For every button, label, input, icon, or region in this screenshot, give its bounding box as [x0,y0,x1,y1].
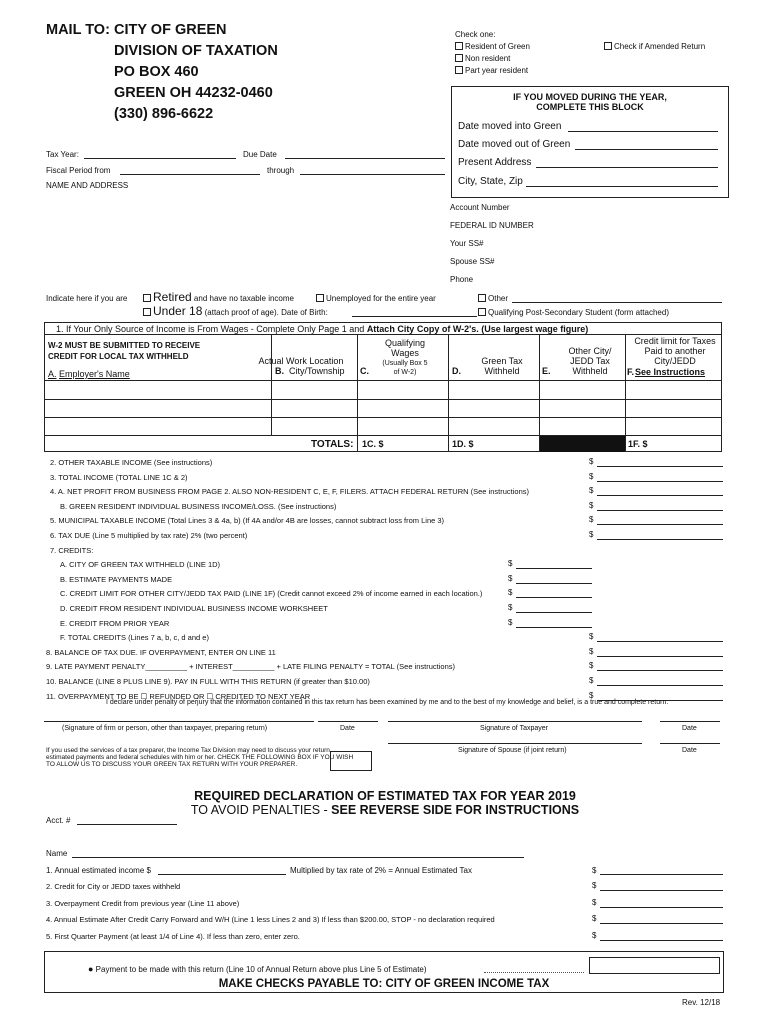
payment-line: ● Payment to be made with this return (Line 10 of Annual Return above plus Line 5 of Estimate) [88,964,427,974]
line-b-2-text: 9. LATE PAYMENT PENALTY__________ + INTEREST__________ + LATE FILING PENALTY = TOTAL (See instructions) [46,662,456,672]
mail-to-line-2: DIVISION OF TAXATION [114,43,278,59]
estimate-row-0-text: 2. Credit for City or JEDD taxes withheld [46,882,181,891]
col-b-letter: B. [275,366,284,376]
checkbox-icon[interactable] [455,66,463,74]
line-0-dollar: $ [589,457,594,466]
checkbox-icon[interactable] [478,294,486,302]
line-b-4-dollar: $ [589,690,594,700]
part-year-option[interactable]: Part year resident [455,66,528,75]
col-c-header-1: Qualifying [384,338,426,348]
date-moved-into-label: Date moved into Green [458,121,562,132]
fiscal-period-from-field[interactable] [120,174,260,175]
line-b-0-text: F. TOTAL CREDITS (Lines 7 a, b, c, d and e) [60,633,209,643]
annual-income-field[interactable] [158,874,286,875]
line-b-3-field[interactable] [597,685,723,686]
federal-id-label: FEDERAL ID NUMBER [450,221,534,230]
line-b-2-dollar: $ [589,661,594,671]
line-1-field[interactable] [597,481,723,482]
estimate-row-0-dollar: $ [592,881,597,890]
col-c-letter: C. [360,366,369,376]
name-field[interactable] [72,857,524,858]
checkbox-icon[interactable] [143,294,151,302]
col-d-header-1: Green Tax [481,356,523,366]
line-5-dollar: $ [589,530,594,539]
estimate-row-2-field[interactable] [600,923,723,924]
credit-0-text: A. CITY OF GREEN TAX WITHHELD (LINE 1D) [60,560,221,570]
col-d-header-2: Withheld [484,366,520,376]
col-f-letter: F. [627,367,635,377]
preparer-signature-line[interactable] [44,721,314,722]
line-1-text: 3. TOTAL INCOME (TOTAL LINE 1C & 2) [50,472,188,482]
estimate-row-1-field[interactable] [600,907,723,908]
line-b-4-text: 11. OVERPAYMENT TO BE ☐ REFUNDED OR ☐ CREDITED TO NEXT YEAR [46,691,311,701]
col-c-header-2: Wages [391,348,419,358]
indicate-label: Indicate here if you are [46,294,128,303]
mail-to-label: MAIL TO: [46,22,110,38]
estimate-row-2-text: 4. Annual Estimate After Credit Carry Forward and W/H (Line 1 less Lines 2 and 3) If less than $200.00, STOP - no declaration required [46,915,495,924]
line-b-0-dollar: $ [589,632,594,642]
total-1f[interactable]: 1F. $ [628,439,648,449]
phone-label: Phone [450,275,474,284]
line-b-2-field[interactable] [597,670,723,671]
tax-year-label: Tax Year: [46,150,79,159]
credit-2-dollar: $ [508,588,513,598]
checkbox-icon[interactable] [478,308,486,316]
col-e-header-2: JEDD Tax [570,356,610,366]
line-2-field[interactable] [597,495,723,496]
line-2-text: 4. A. NET PROFIT FROM BUSINESS FROM PAGE 2. ALSO NON-RESIDENT C, E, F, FILERS. ATTACH FEDERAL RETURN (See instructions) [50,487,529,497]
col-f-header-1: Credit limit for Taxes [634,336,716,346]
resident-option[interactable]: Resident of Green [455,42,530,51]
credit-4-field[interactable] [516,627,592,628]
taxpayer-date-line[interactable] [660,721,720,722]
city-state-zip-field[interactable] [526,186,718,187]
declaration-text: I declare under penalty of perjury that the information contained in this tax return has been examined by me and to the best of my knowledge and belief, is a true and complete return. [106,699,669,706]
preparer-date-line[interactable] [318,721,378,722]
col-c-header-3: (Usually Box 5 [382,360,428,367]
date-moved-into-field[interactable] [568,131,718,132]
spouse-ssn-label: Spouse SS# [450,257,495,266]
date-of-birth-field[interactable] [352,316,477,317]
credit-1-dollar: $ [508,573,513,583]
line-b-0-field[interactable] [597,641,723,642]
line-2-dollar: $ [589,486,594,496]
spouse-date-label: Date [682,747,697,754]
amended-return-option[interactable]: Check if Amended Return [604,42,705,51]
mail-to-line-5: (330) 896-6622 [114,106,214,122]
checkbox-icon[interactable] [455,54,463,62]
city-state-zip-label: City, State, Zip [458,176,523,187]
credit-0-field[interactable] [516,568,592,569]
taxpayer-date-label: Date [682,725,697,732]
other-field[interactable] [512,302,722,303]
col-b-header-2: City/Township [289,366,345,376]
line-3-dollar: $ [589,500,594,510]
credit-4-text: E. CREDIT FROM PRIOR YEAR [60,618,170,628]
col-divider [271,334,272,436]
due-date-label: Due Date [243,150,277,159]
mail-to-line-4: GREEN OH 44232-0460 [114,85,273,101]
allow-preparer-checkbox[interactable] [330,751,372,771]
line-3-text: B. GREEN RESIDENT INDIVIDUAL BUSINESS INCOME/LOSS. (See instructions) [60,501,337,511]
total-1c[interactable]: 1C. $ [362,439,384,449]
estimate-line-1-dollar: $ [592,866,597,875]
table-row[interactable] [44,399,722,400]
your-ssn-label: Your SS# [450,239,484,248]
preparer-note-2: estimated payments and federal schedules with him or her. CHECK THE FOLLOWING BOX IF YOU WISH [46,754,354,761]
line-1-instruction: 1. If Your Only Source of Income is From Wages - Complete Only Page 1 and Attach City Copy of W-2's. (Use largest wage figure) [56,324,589,334]
mail-to-line-1: CITY OF GREEN [114,22,227,38]
credit-3-text: D. CREDIT FROM RESIDENT INDIVIDUAL BUSINESS INCOME WORKSHEET [60,604,328,613]
line-1-dollar: $ [589,471,594,481]
payment-amount-field[interactable] [589,957,720,974]
checkbox-icon[interactable] [316,294,324,302]
annual-estimated-tax-field[interactable] [600,874,723,875]
retired-option[interactable]: Retired and have no taxable income [143,290,294,304]
credit-1-field[interactable] [516,583,592,584]
moved-title-1: IF YOU MOVED DURING THE YEAR, [513,92,667,102]
estimate-row-0-field[interactable] [600,890,723,891]
table-row[interactable] [44,380,722,381]
line-b-1-field[interactable] [597,656,723,657]
acct-field[interactable] [77,824,177,825]
checks-payable: MAKE CHECKS PAYABLE TO: CITY OF GREEN INCOME TAX [218,978,550,990]
checkbox-icon[interactable] [455,42,463,50]
line-b-1-dollar: $ [589,646,594,656]
spouse-date-line[interactable] [660,743,720,744]
date-moved-out-field[interactable] [575,149,718,150]
estimate-row-1-text: 3. Overpayment Credit from previous year (Line 11 above) [46,898,240,908]
estimate-row-3-field[interactable] [600,940,723,941]
estimate-row-3-text: 5. First Quarter Payment (at least 1/4 of Line 4). If less than zero, enter zero. [46,931,300,941]
checkbox-icon[interactable] [143,308,151,316]
spouse-signature-label: Signature of Spouse (if joint return) [458,747,567,754]
taxpayer-signature-line[interactable] [388,721,642,722]
line-4-text: 5. MUNICIPAL TAXABLE INCOME (Total Lines 3 & 4a, b) (If 4A and/or 4B are losses, cannot subtract loss from Line 3) [50,516,445,526]
check-one-label: Check one: [455,30,496,39]
line-b-3-text: 10. BALANCE (LINE 8 PLUS LINE 9). PAY IN FULL WITH THIS RETURN (if greater than $10.00) [46,677,370,686]
line-6-text: 7. CREDITS: [50,545,94,555]
col-f-header-3: City/JEDD [654,356,696,366]
col-a-header: A. Employer's Name [48,369,130,379]
credit-0-dollar: $ [508,559,513,569]
non-resident-option[interactable]: Non resident [455,54,510,63]
line-b-3-dollar: $ [589,676,594,685]
tax-year-field[interactable] [84,158,236,159]
preparer-signature-label: (Signature of firm or person, other than taxpayer, preparing return) [62,725,268,732]
col-e-header-1: Other City/ [568,346,612,356]
credit-2-field[interactable] [516,597,592,598]
estimate-line-1a: 1. Annual estimated income $ [46,866,151,875]
table-divider [44,334,722,335]
line-5-field[interactable] [597,539,723,540]
total-1d[interactable]: 1D. $ [452,439,474,449]
date-moved-out-label: Date moved out of Green [458,139,571,150]
estimate-title: REQUIRED DECLARATION OF ESTIMATED TAX FOR YEAR 2019 [194,789,576,803]
estimate-row-2-dollar: $ [592,914,597,923]
col-b-header-1: Actual Work Location [258,356,344,366]
mail-to-line-3: PO BOX 460 [114,64,199,80]
unemployed-option[interactable]: Unemployed for the entire year [316,294,436,303]
col-e-header-3: Withheld [572,366,608,376]
taxpayer-signature-label: Signature of Taxpayer [480,725,548,732]
under18-option[interactable]: Under 18 (attach proof of age). Date of Birth: [143,304,328,318]
credit-3-dollar: $ [508,603,513,612]
line-b-4-field[interactable] [597,700,723,701]
name-label: Name [46,849,68,858]
revision-label: Rev. 12/18 [682,998,721,1007]
preparer-date-label: Date [340,725,355,732]
through-label: through [267,166,295,175]
due-date-field[interactable] [285,158,445,159]
line-5-text: 6. TAX DUE (Line 5 multiplied by tax rate) 2% (two percent) [50,531,248,540]
line-0-field[interactable] [597,466,723,467]
present-address-field[interactable] [536,167,718,168]
w2-warning-1: W-2 MUST BE SUBMITTED TO RECEIVE [48,341,201,350]
estimate-line-1b: Multiplied by tax rate of 2% = Annual Estimated Tax [290,866,472,875]
col-d-letter: D. [452,366,461,376]
credit-4-dollar: $ [508,617,513,627]
col-f-header-2: Paid to another [644,346,706,356]
preparer-note-3: TO ALLOW US TO DISCUSS YOUR GREEN TAX RETURN WITH YOUR PREPARER. [46,761,298,768]
line-b-1-text: 8. BALANCE OF TAX DUE. IF OVERPAYMENT, ENTER ON LINE 11 [46,647,276,657]
w2-warning-2: CREDIT FOR LOCAL TAX WITHHELD [48,352,189,361]
spouse-signature-line[interactable] [388,743,642,744]
table-row[interactable] [44,417,722,418]
total-1e-blackout [540,436,625,452]
estimate-subtitle: TO AVOID PENALTIES - SEE REVERSE SIDE FOR INSTRUCTIONS [190,803,580,817]
fiscal-period-label: Fiscal Period from [46,166,111,175]
line-3-field[interactable] [597,510,723,511]
account-number-label: Account Number [450,203,510,212]
totals-label: TOTALS: [311,439,354,450]
preparer-note-1: If you used the services of a tax preparer, the Income Tax Division may need to discuss your return, [46,747,332,754]
line-4-dollar: $ [589,515,594,525]
line-4-field[interactable] [597,524,723,525]
credit-1-text: B. ESTIMATE PAYMENTS MADE [60,574,173,584]
other-option[interactable]: Other [478,294,508,303]
fiscal-period-through-field[interactable] [300,174,445,175]
acct-label: Acct. # [46,816,71,825]
qualifying-student-option[interactable]: Qualifying Post-Secondary Student (form attached) [478,308,669,317]
credit-2-text: C. CREDIT LIMIT FOR OTHER CITY/JEDD TAX PAID (LINE 1F) (Credit cannot exceed 2% of income earned in each location.) [60,589,483,599]
col-e-letter: E. [542,366,551,376]
credit-3-field[interactable] [516,612,592,613]
estimate-row-1-dollar: $ [592,897,597,907]
moved-title-2: COMPLETE THIS BLOCK [536,102,644,112]
checkbox-icon[interactable] [604,42,612,50]
name-address-label: NAME AND ADDRESS [46,181,129,190]
col-f-header-4: See Instructions [635,367,706,377]
present-address-label: Present Address [458,157,532,168]
col-c-header-4: of W-2) [393,369,417,376]
estimate-row-3-dollar: $ [592,930,597,940]
leader-dots [484,972,584,973]
line-0-text: 2. OTHER TAXABLE INCOME (See instructions) [50,458,213,467]
